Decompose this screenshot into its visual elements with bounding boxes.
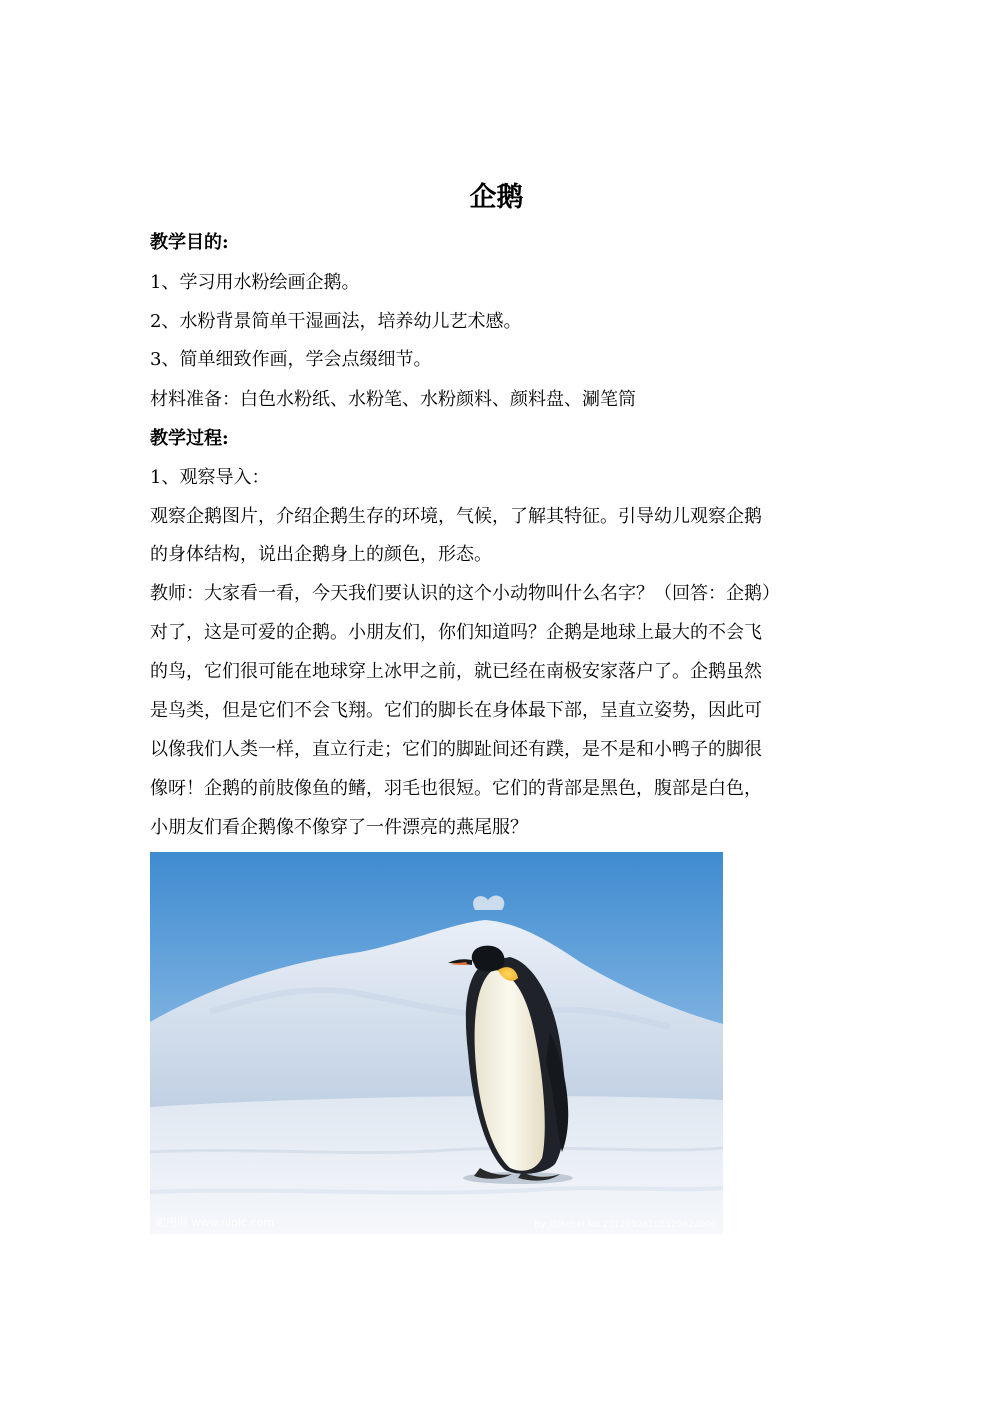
objective-item: 1、学习用水粉绘画企鹅。 xyxy=(150,272,360,293)
penguin-photo xyxy=(150,852,723,1234)
paragraph-line: 的身体结构，说出企鹅身上的颜色，形态。 xyxy=(150,544,492,565)
materials-line: 材料准备：白色水粉纸、水粉笔、水粉颜料、颜料盘、涮笔筒 xyxy=(150,389,636,410)
objectives-heading: 教学目的: xyxy=(150,232,229,253)
paragraph-line: 对了，这是可爱的企鹅。小朋友们，你们知道吗？企鹅是地球上最大的不会飞 xyxy=(150,622,762,643)
paragraph-line: 是鸟类，但是它们不会飞翔。它们的脚长在身体最下部，呈直立姿势，因此可 xyxy=(150,700,762,721)
process-heading: 教学过程: xyxy=(150,428,229,449)
watermark-left: 昵图网 www.nipic.com xyxy=(155,1216,275,1229)
paragraph-line: 教师：大家看一看，今天我们要认识的这个小动物叫什么名字？（回答：企鹅） xyxy=(150,583,780,604)
watermark-right: By:刘冰chel No.20120926105129624000 xyxy=(534,1220,717,1230)
objective-item: 2、水粉背景简单干湿画法，培养幼儿艺术感。 xyxy=(150,311,522,332)
objective-item: 3、简单细致作画，学会点缀细节。 xyxy=(150,349,432,370)
penguin-illustration xyxy=(150,852,723,1234)
paragraph-line: 观察企鹅图片，介绍企鹅生存的环境，气候，了解其特征。引导幼儿观察企鹅 xyxy=(150,506,762,527)
step1-heading: 1、观察导入： xyxy=(150,467,270,488)
page-title: 企鹅 xyxy=(469,182,524,213)
paragraph-line: 小朋友们看企鹅像不像穿了一件漂亮的燕尾服？ xyxy=(150,817,528,838)
paragraph-line: 的鸟，它们很可能在地球穿上冰甲之前，就已经在南极安家落户了。企鹅虽然 xyxy=(150,661,762,682)
paragraph-line: 以像我们人类一样，直立行走；它们的脚趾间还有蹼，是不是和小鸭子的脚很 xyxy=(150,739,762,760)
paragraph-line: 像呀！企鹅的前肢像鱼的鳍，羽毛也很短。它们的背部是黑色，腹部是白色， xyxy=(150,778,762,799)
